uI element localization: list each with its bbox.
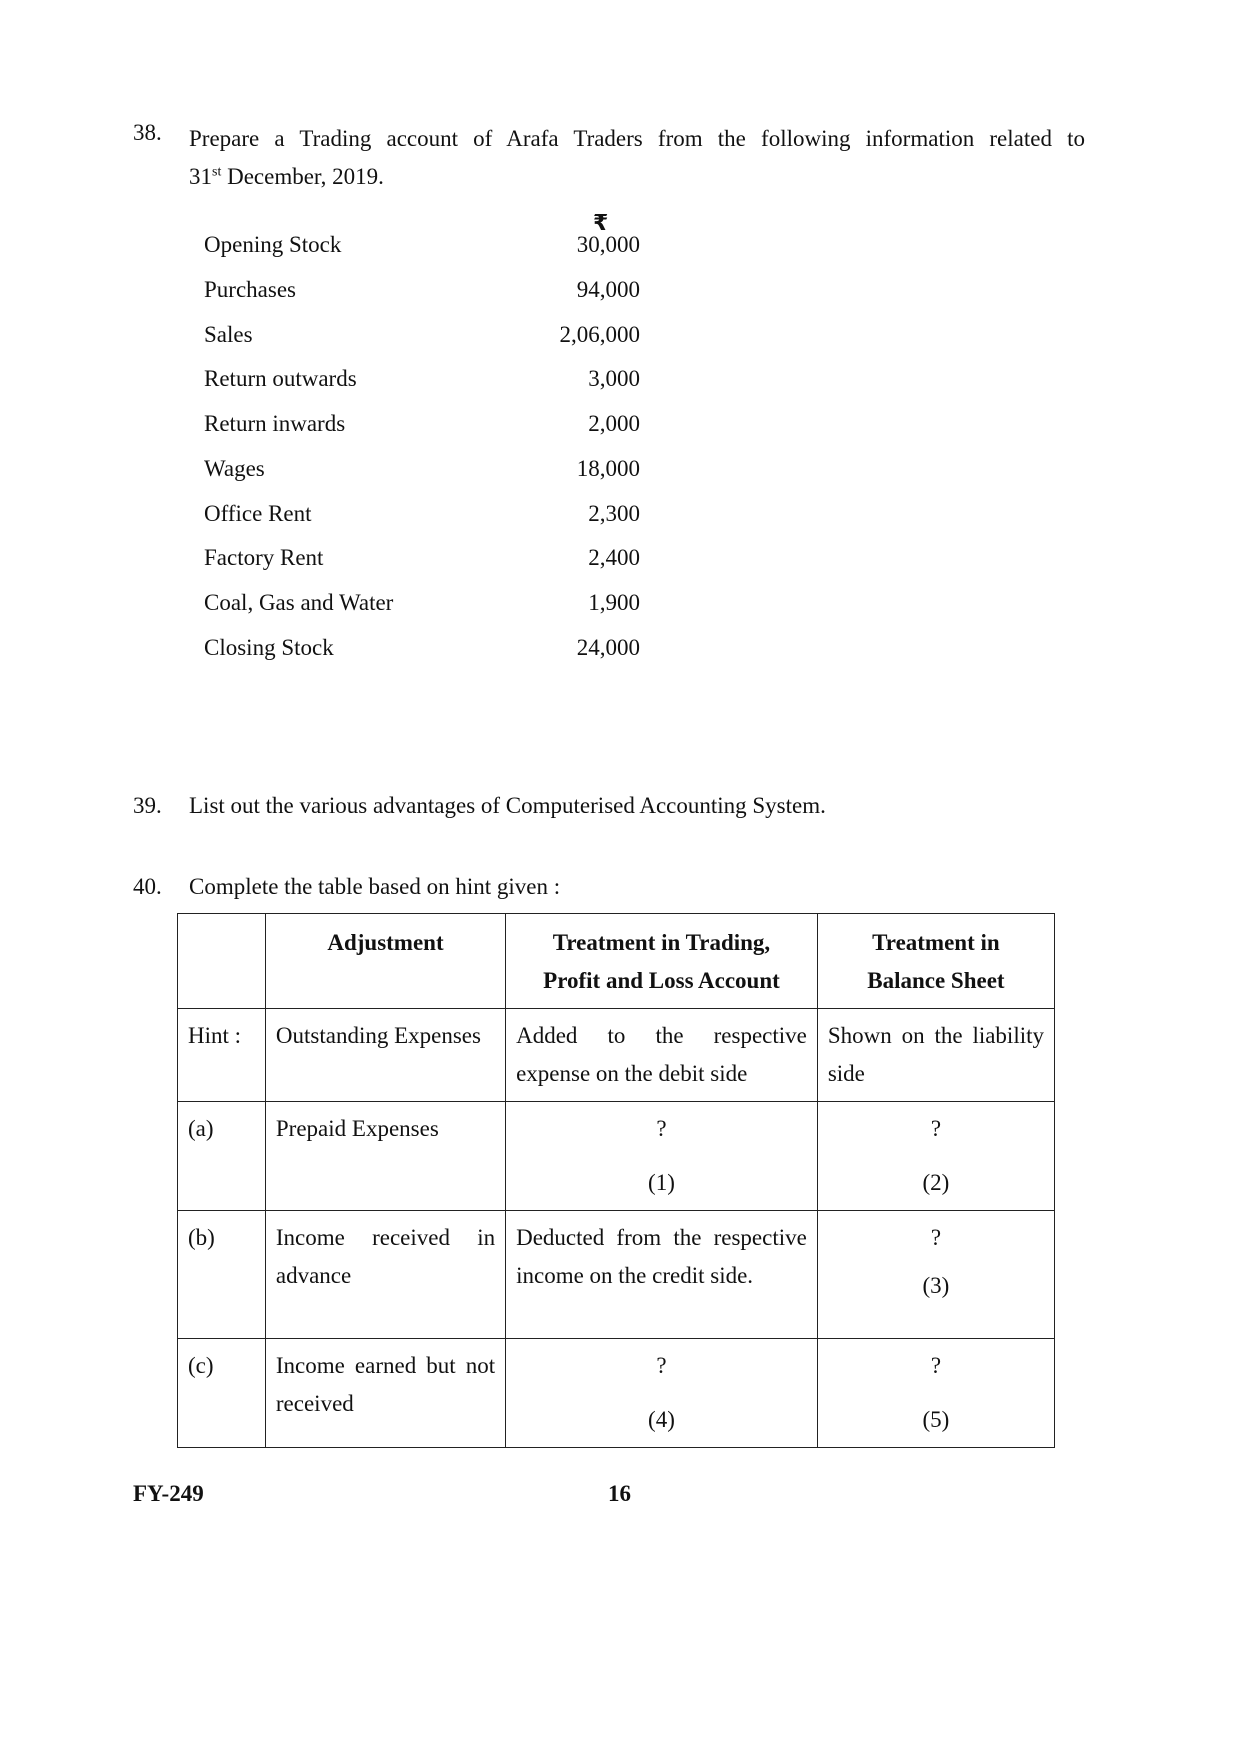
header-balance-treatment — [817, 914, 1054, 1009]
question-number: 40. — [133, 874, 162, 899]
rupee-currency-symbol: ₹ — [593, 211, 609, 236]
question-text-line-1: Prepare a Trading account of Arafa Traders from the following information related to — [189, 126, 1085, 151]
row-balance-treatment — [817, 1339, 1054, 1448]
header-trading-treatment — [506, 914, 818, 1009]
row-adjustment: Income received in advance — [265, 1211, 505, 1339]
row-trading-treatment — [506, 1102, 818, 1211]
header-balance-line-2: Balance Sheet — [867, 968, 1005, 993]
row-label: Hint : — [178, 1009, 266, 1102]
date-rest: December, 2019. — [221, 164, 384, 189]
paper-code: FY-249 — [133, 1481, 204, 1506]
adjustment-table — [177, 913, 1055, 1448]
row-trading-treatment — [506, 1339, 818, 1448]
item-value: 18,000 — [576, 456, 640, 481]
question-mark: ? — [656, 1116, 667, 1141]
list-item — [204, 232, 640, 262]
question-mark: ? — [656, 1353, 667, 1378]
list-item — [204, 545, 640, 575]
item-value: 1,900 — [588, 590, 640, 615]
row-balance-treatment: Shown on the liability side — [817, 1009, 1054, 1102]
question-mark: ? — [930, 1353, 942, 1378]
header-empty-cell — [178, 914, 266, 1009]
item-value: 2,400 — [588, 545, 640, 570]
item-label: Closing Stock — [204, 635, 334, 660]
row-trading-treatment: Deducted from the respective income on the credit side. — [506, 1211, 818, 1339]
answer-code: (5) — [922, 1407, 950, 1432]
question-mark: ? — [930, 1225, 942, 1250]
row-adjustment: Prepaid Expenses — [265, 1102, 505, 1211]
date-day: 31 — [189, 164, 212, 189]
item-value: 94,000 — [576, 277, 640, 302]
answer-code: (3) — [922, 1273, 950, 1298]
item-label: Sales — [204, 322, 253, 347]
answer-code: (4) — [648, 1407, 675, 1432]
item-label: Coal, Gas and Water — [204, 590, 394, 615]
item-value: 30,000 — [576, 232, 640, 257]
header-trading-line-1: Treatment in Trading, — [552, 930, 771, 955]
row-adjustment: Income earned but not received — [265, 1339, 505, 1448]
item-value: 24,000 — [576, 635, 640, 660]
list-item — [204, 411, 640, 441]
question-text: List out the various advantages of Computerised Accounting System. — [189, 793, 826, 818]
list-item — [204, 277, 640, 307]
question-number: 39. — [133, 793, 162, 818]
question-text — [189, 120, 1085, 196]
row-trading-treatment: Added to the respective expense on the debit side — [506, 1009, 818, 1102]
item-label: Wages — [204, 456, 265, 481]
question-date — [189, 164, 384, 189]
row-balance-treatment — [817, 1211, 1054, 1339]
question-mark: ? — [930, 1116, 942, 1141]
table-row — [178, 1102, 1055, 1211]
list-item — [204, 456, 640, 486]
table-row — [178, 1009, 1055, 1102]
item-value: 2,000 — [588, 411, 640, 436]
answer-code: (2) — [922, 1170, 950, 1195]
date-suffix: st — [212, 164, 222, 180]
table-row — [178, 1211, 1055, 1339]
list-item — [204, 590, 640, 620]
row-adjustment: Outstanding Expenses — [265, 1009, 505, 1102]
list-item — [204, 635, 640, 665]
row-label: (b) — [178, 1211, 266, 1339]
answer-code: (1) — [648, 1170, 675, 1195]
table-row — [178, 1339, 1055, 1448]
table-header-row — [178, 914, 1055, 1009]
item-value: 2,300 — [588, 501, 640, 526]
item-label: Office Rent — [204, 501, 312, 526]
item-label: Return inwards — [204, 411, 346, 436]
header-trading-line-2: Profit and Loss Account — [543, 968, 780, 993]
question-text: Complete the table based on hint given : — [189, 874, 561, 899]
list-item — [204, 322, 640, 352]
list-item — [204, 501, 640, 531]
item-value: 2,06,000 — [559, 322, 640, 347]
item-value: 3,000 — [588, 366, 640, 391]
list-item — [204, 366, 640, 396]
item-label: Opening Stock — [204, 232, 342, 257]
question-number: 38. — [133, 120, 162, 145]
page-number: 16 — [608, 1481, 631, 1506]
row-label: (c) — [178, 1339, 266, 1448]
item-label: Purchases — [204, 277, 296, 302]
header-balance-line-1: Treatment in — [872, 930, 1000, 955]
row-balance-treatment — [817, 1102, 1054, 1211]
item-label: Factory Rent — [204, 545, 324, 570]
item-label: Return outwards — [204, 366, 357, 391]
header-adjustment: Adjustment — [265, 914, 505, 1009]
row-label: (a) — [178, 1102, 266, 1211]
